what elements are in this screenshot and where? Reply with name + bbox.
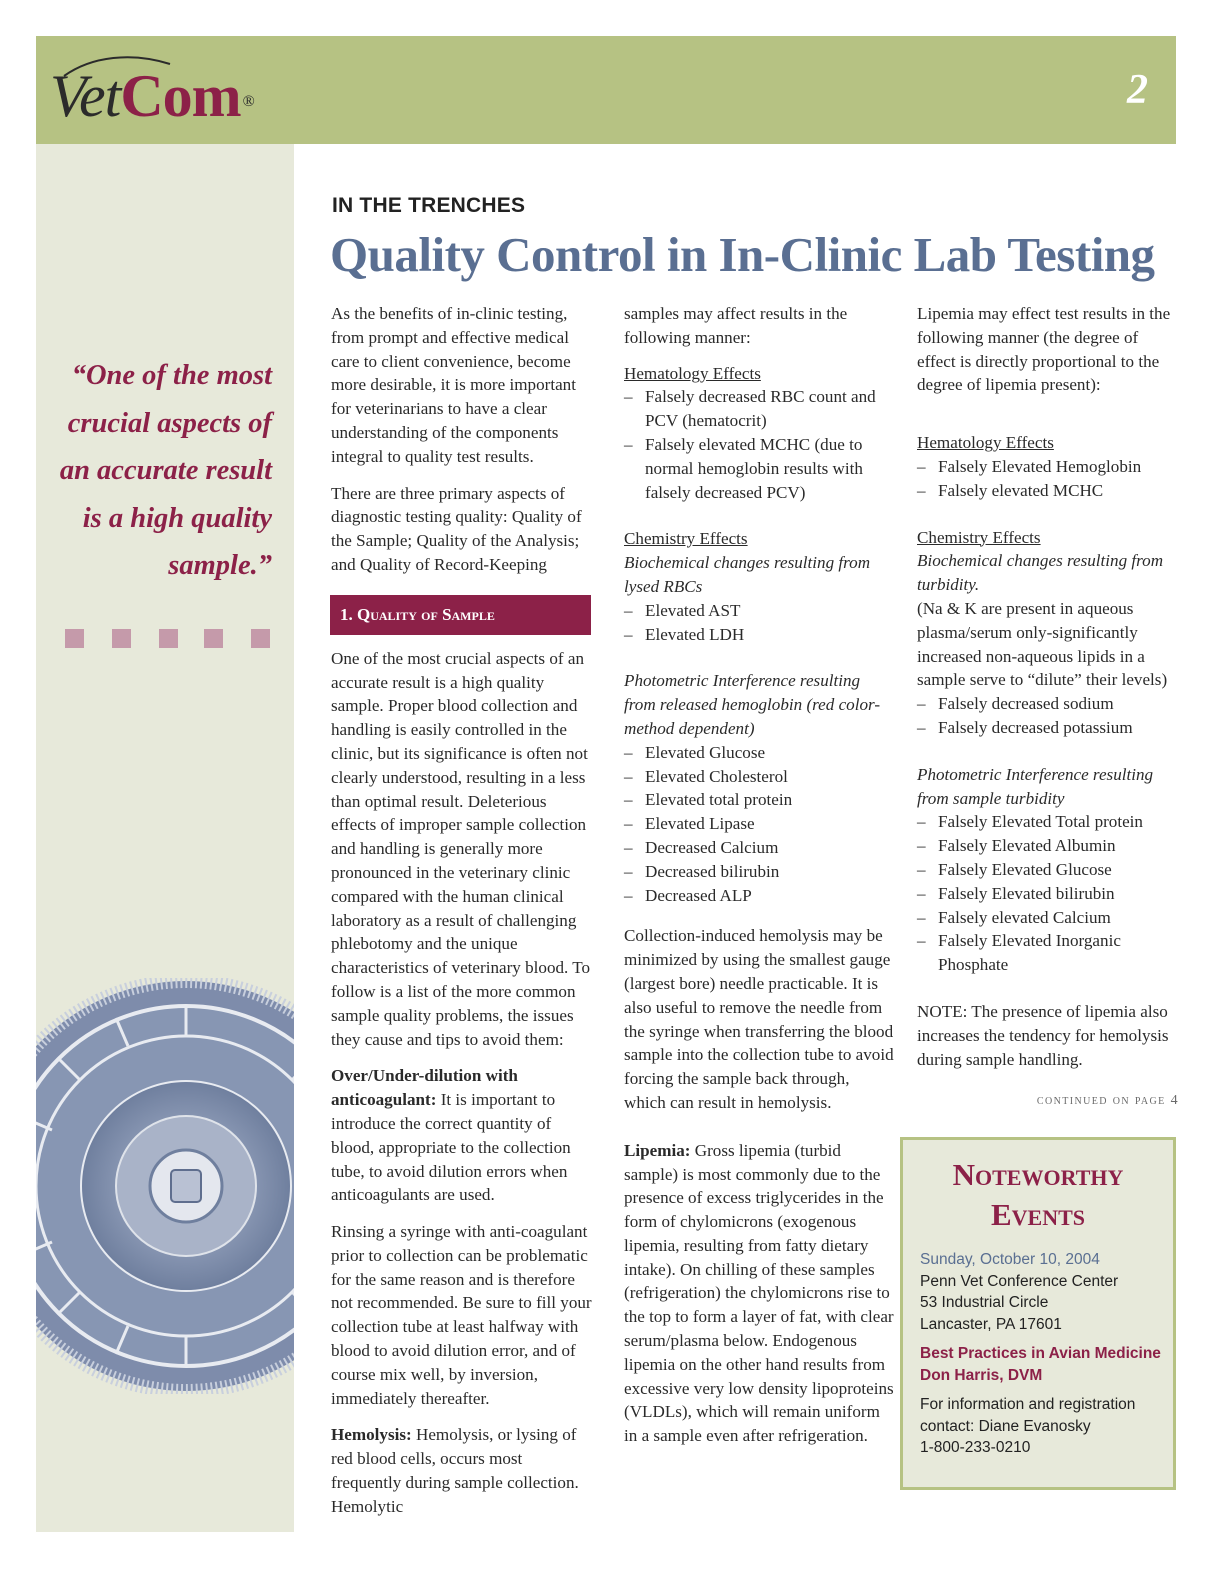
paragraph: Lipemia may effect test results in the following manner (the degree of effect is directly proportional to the degree of lipemia present): (917, 304, 1171, 395)
list-item: – Falsely Elevated Albumin (917, 834, 1179, 858)
list-item: – Falsely decreased RBC count and PCV (hematocrit) (624, 385, 894, 433)
vetcom-logo (50, 63, 254, 129)
event-venue: Penn Vet Conference Center (920, 1272, 1119, 1290)
paragraph-body: Gross lipemia (turbid sample) is most commonly due to the presence of excess triglycerides in the form of chylomicrons (exogenous lipemia, resulting from fatty dietary intake). On chilling of these samples (refrigeration) the chylomicrons rise to the top to form a layer of fat, with clear serum/plasma below. Endogenous lipemia on the other hand results from excessive very low density lipoproteins (VLDLs), which will remain uniform in a sample even after refrigeration. (624, 1140, 894, 1446)
noteworthy-events-box (900, 1137, 1176, 1490)
article-column-2 (624, 302, 894, 1461)
paragraph: NOTE: The presence of lipemia also increases the tendency for hemolysis during sample handling. (917, 1001, 1169, 1069)
event-details (920, 1249, 1173, 1459)
effects-list (917, 692, 1179, 740)
list-item: – Falsely Elevated bilirubin (917, 882, 1179, 906)
list-item: – Falsely Elevated Hemoglobin (917, 455, 1179, 479)
italic-subheading: Photometric Interference resulting from released hemoglobin (red color-method dependent) (624, 671, 881, 738)
logo-vet: Vet (50, 63, 121, 129)
paragraph (624, 1139, 894, 1448)
list-item: – Falsely decreased potassium (917, 716, 1179, 740)
square-icon (251, 629, 270, 648)
list-item: – Falsely elevated MCHC (917, 479, 1179, 503)
event-info-line: For information and registration (920, 1396, 1136, 1413)
run-in-heading: Hemolysis: (331, 1425, 412, 1445)
run-in-heading: Lipemia: (624, 1140, 691, 1160)
page-number: 2 (1127, 67, 1148, 113)
logo-com: Com (120, 63, 241, 129)
event-phone[interactable]: 1-800-233-0210 (920, 1439, 1031, 1456)
event-street: 53 Industrial Circle (920, 1294, 1049, 1311)
square-icon (65, 629, 84, 648)
event-city: Lancaster, PA 17601 (920, 1315, 1062, 1333)
section-heading-bar: 1. Quality of Sample (330, 595, 591, 635)
list-item: – Elevated AST (624, 599, 894, 623)
paragraph: Collection-induced hemolysis may be minimized by using the smallest gauge (largest bore) needle practicable. It is also useful to remove the needle from the syringe when transferring the blood sample into the collection tube to avoid forcing the sample back through, which can result in hemolysis. (624, 926, 894, 1112)
run-in-heading: Over/Under-dilution with anticoagulant: (331, 1066, 518, 1110)
effects-list (917, 455, 1179, 503)
paragraph (331, 1064, 593, 1207)
event-speaker: Don Harris, DVM (920, 1366, 1043, 1384)
list-item: – Elevated Glucose (624, 741, 894, 765)
list-item: – Falsely decreased sodium (917, 692, 1179, 716)
subheading: Hematology Effects (624, 363, 761, 383)
article-title: Quality Control in In-Clinic Lab Testing (330, 227, 1155, 282)
events-title-line2: Events (990, 1197, 1086, 1232)
paragraph-body: Hemolysis, or lysing of red blood cells, occurs most frequently during sample collection. Hemolytic (331, 1425, 579, 1516)
subheading: Hematology Effects (917, 433, 1054, 453)
paragraph-body: It is important to introduce the correct quantity of blood, appropriate to the collection tube, to avoid dilution errors when anticoagulants are used. (331, 1090, 571, 1205)
italic-subheading: Photometric Interference resulting from sample turbidity (917, 764, 1154, 808)
square-icon (159, 629, 178, 648)
effects-list (624, 385, 894, 504)
article-column-3 (917, 302, 1179, 1113)
list-item: – Decreased Calcium (624, 836, 894, 860)
events-title-line1: Noteworthy (952, 1157, 1124, 1192)
paragraph: Rinsing a syringe with anti-coagulant prior to collection can be problematic for the same reason and is therefore not recommended. Be sure to fill your collection tube at least halfway with blood to avoid dilution error, and of course mix well, by inversion, immediately thereafter. (331, 1222, 592, 1408)
list-item: – Elevated LDH (624, 623, 894, 647)
section-kicker: IN THE TRENCHES (332, 194, 526, 217)
continued-link[interactable]: continued on page 4 (1036, 1093, 1179, 1109)
paragraph (331, 1423, 593, 1518)
effects-list (624, 741, 894, 908)
effects-list (624, 599, 894, 647)
decorative-squares (65, 629, 275, 651)
square-icon (112, 629, 131, 648)
analyzer-rotor-image (36, 978, 294, 1394)
header-band (36, 36, 1176, 144)
italic-subheading: Biochemical changes resulting from lysed RBCs (624, 553, 871, 596)
list-item: – Elevated Lipase (624, 812, 894, 836)
subheading: Chemistry Effects (917, 527, 1041, 547)
effects-list (917, 810, 1179, 977)
list-item: – Falsely Elevated Total protein (917, 810, 1179, 834)
logo-registered-mark: ® (242, 93, 254, 110)
list-item: – Elevated total protein (624, 788, 894, 812)
paragraph: samples may affect results in the following manner: (624, 304, 848, 347)
chemistry-note: (Na & K are present in aqueous plasma/serum only-significantly increased non-aqueous lipids in a sample serve to “dilute” their levels) (917, 598, 1168, 690)
paragraph: As the benefits of in-clinic testing, from prompt and effective medical care to client convenience, become more desirable, it is more important for veterinarians to have a clear understanding of the components integral to quality test results. (331, 304, 576, 466)
events-title (903, 1155, 1173, 1235)
list-item: – Falsely elevated Calcium (917, 906, 1179, 930)
article-column-1 (331, 302, 593, 1532)
paragraph: There are three primary aspects of diagnostic testing quality: Quality of the Sample; Quality of the Analysis; and Quality of Record-Keeping (331, 483, 582, 574)
event-talk-title: Best Practices in Avian Medicine (920, 1345, 1161, 1362)
list-item: – Decreased ALP (624, 884, 894, 908)
subheading: Chemistry Effects (624, 529, 748, 549)
event-date: Sunday, October 10, 2004 (920, 1251, 1100, 1268)
pull-quote: “One of the most crucial aspects of an accurate result is a high quality sample.” (59, 360, 272, 581)
square-icon (204, 629, 223, 648)
list-item: – Falsely Elevated Inorganic Phosphate (917, 929, 1179, 977)
paragraph: One of the most crucial aspects of an accurate result is a high quality sample. Proper blood collection and handling is easily controlled in the clinic, but its significance is often not clearly understood, resulting in a less than optimal result. Deleterious effects of improper sample collection and handling is generally more pronounced in the veterinary clinic compared with the human clinical laboratory as a result of challenging phlebotomy and the unique characteristics of veterinary blood. To follow is a list of the more common sample quality problems, the issues they cause and tips to avoid them: (331, 648, 591, 1049)
italic-subheading: Biochemical changes resulting from turbidity. (917, 551, 1164, 595)
list-item: – Elevated Cholesterol (624, 765, 894, 789)
list-item: – Falsely Elevated Glucose (917, 858, 1179, 882)
event-contact: contact: Diane Evanosky (920, 1417, 1091, 1435)
list-item: – Decreased bilirubin (624, 860, 894, 884)
list-item: – Falsely elevated MCHC (due to normal hemoglobin results with falsely decreased PCV) (624, 433, 894, 504)
